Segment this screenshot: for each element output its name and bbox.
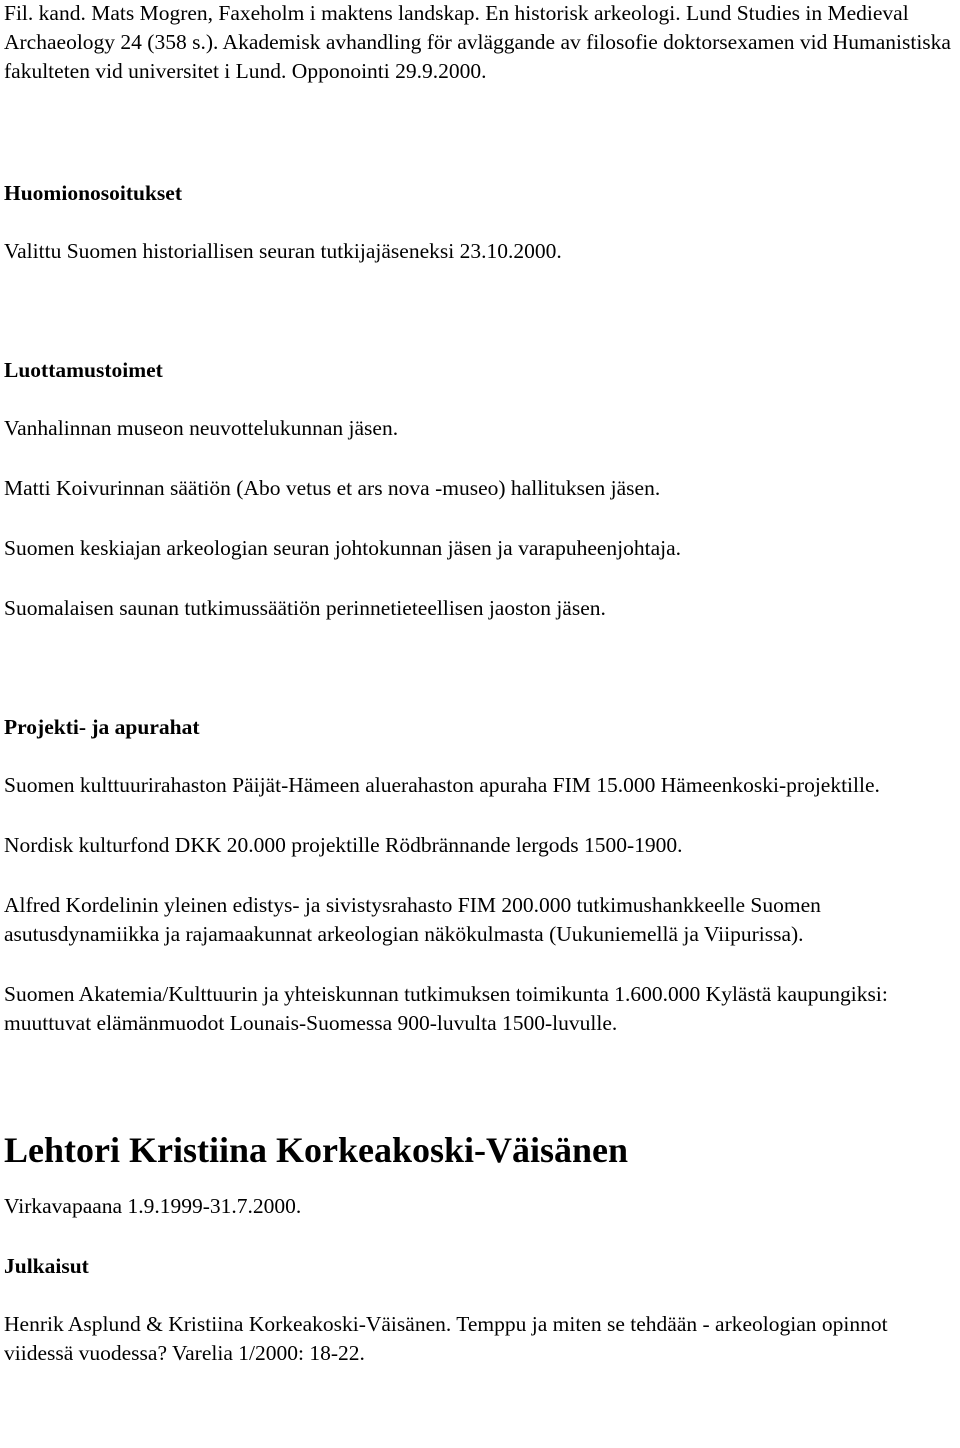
honors-heading: Huomionosoitukset [4,181,183,205]
positions-heading: Luottamustoimet [4,358,163,382]
dissertation-paragraph: Fil. kand. Mats Mogren, Faxeholm i maktens landskap. En historisk arkeologi. Lund Studies in Medieval Archaeology 24 (358 s.). Akademisk avhandling för avläggande av filosofie doktorsexamen vid Humanistiska fakulteten vid universitet i Lund. Opponointi 29.9.2000. [4,1,951,83]
positions-item: Matti Koivurinnan säätiön (Abo vetus et ars nova -museo) hallituksen jäsen. [4,476,661,500]
leave-note: Virkavapaana 1.9.1999-31.7.2000. [4,1194,302,1218]
document-page [4,0,954,1368]
grants-item: Suomen kulttuurirahaston Päijät-Hämeen aluerahaston apuraha FIM 15.000 Hämeenkoski-projektille. [4,773,880,797]
grants-item: Nordisk kulturfond DKK 20.000 projektille Rödbrännande lergods 1500-1900. [4,833,683,857]
grants-item: Alfred Kordelinin yleinen edistys- ja sivistysrahasto FIM 200.000 tutkimushankkeelle Suomen asutusdynamiikka ja rajamaakunnat arkeologian näkökulmasta (Uukuniemellä ja Viipurissa). [4,893,821,946]
publication-item: Henrik Asplund & Kristiina Korkeakoski-Väisänen. Temppu ja miten se tehdään - arkeologian opinnot viidessä vuodessa? Varelia 1/2000: 18-22. [4,1312,888,1365]
honors-item: Valittu Suomen historiallisen seuran tutkijajäseneksi 23.10.2000. [4,239,562,263]
positions-item: Suomalaisen saunan tutkimussäätiön perinnetieteellisen jaoston jäsen. [4,596,606,620]
grants-heading: Projekti- ja apurahat [4,715,200,739]
grants-item: Suomen Akatemia/Kulttuurin ja yhteiskunnan tutkimuksen toimikunta 1.600.000 Kylästä kaupungiksi: muuttuvat elämänmuodot Lounais-Suomessa 900-luvulta 1500-luvulle. [4,982,888,1035]
positions-item: Suomen keskiajan arkeologian seuran johtokunnan jäsen ja varapuheenjohtaja. [4,536,682,560]
publications-heading: Julkaisut [4,1254,89,1278]
positions-item: Vanhalinnan museon neuvottelukunnan jäsen. [4,416,399,440]
person-heading: Lehtori Kristiina Korkeakoski-Väisänen [4,1130,629,1170]
